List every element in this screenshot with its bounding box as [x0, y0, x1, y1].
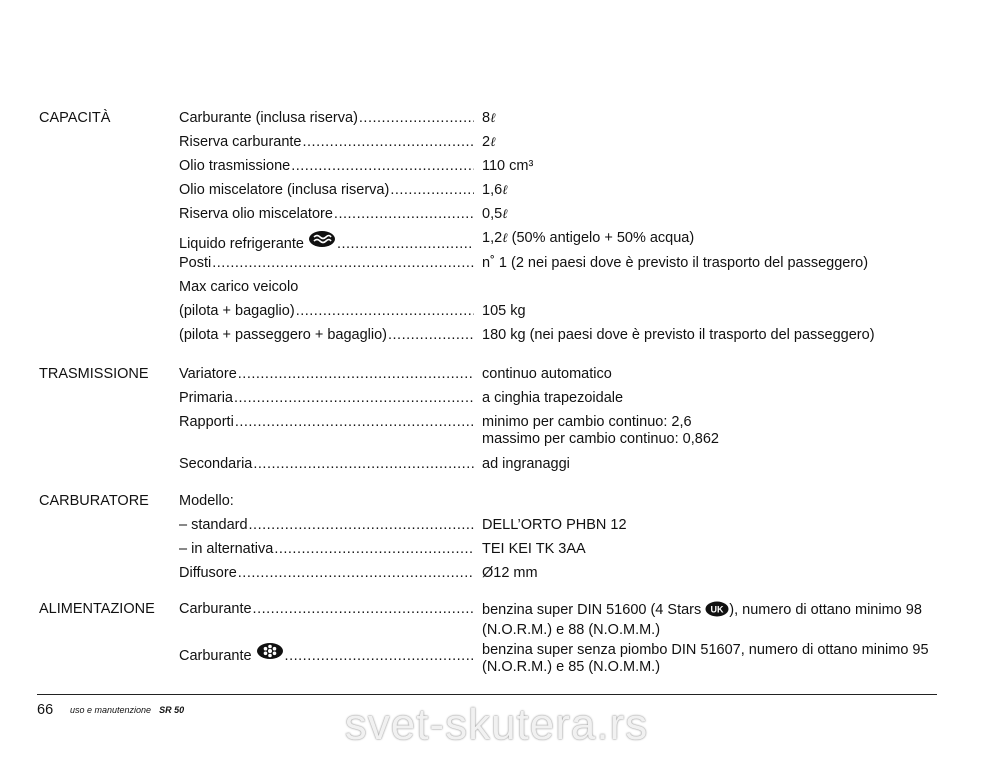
rapporti-max: massimo per cambio continuo: 0,862	[482, 431, 719, 447]
uk-badge-text: UK	[710, 604, 724, 615]
row-riserva-olio-value: 0,5ℓ	[482, 206, 508, 222]
row-secondaria-value: ad ingranaggi	[482, 456, 570, 472]
row-primaria-value: a cinghia trapezoidale	[482, 390, 624, 406]
row-alternativa-value: TEI KEI TK 3AA	[482, 541, 586, 557]
row-pilota-pass-label: (pilota + passeggero + bagaglio) .....	[179, 327, 474, 343]
row-secondaria-label: Secondaria .....	[179, 456, 474, 472]
row-rapporti-label: Rapporti .....	[179, 414, 474, 430]
row-standard-value: DELL’ORTO PHBN 12	[482, 517, 627, 533]
row-rapporti-value	[482, 414, 942, 448]
row-olio-misc-label: Olio miscelatore (inclusa riserva) .....	[179, 182, 474, 198]
row-modello-label: Modello:	[179, 493, 234, 509]
row-primaria-label: Primaria .....	[179, 390, 474, 406]
section-alimentazione: ALIMENTAZIONE	[39, 601, 155, 617]
section-carburatore: CARBURATORE	[39, 493, 149, 509]
row-diffusore-label: Diffusore .....	[179, 565, 474, 581]
row-carburante-value: 8ℓ	[482, 110, 496, 126]
row-pilota-bagaglio-label: (pilota + bagaglio) .....	[179, 303, 474, 319]
row-alim-carburante2-value: benzina super senza piombo DIN 51607, numero di ottano minimo 95 (N.O.R.M.) e 85 (N.O.M.M.)	[482, 642, 929, 675]
row-pilota-bagaglio-value: 105 kg	[482, 303, 526, 319]
row-posti-label: Posti .....	[179, 255, 474, 271]
row-olio-trasm-value: 110 cm³	[482, 158, 534, 174]
row-olio-trasm-label: Olio trasmissione .....	[179, 158, 474, 174]
coolant-icon	[308, 230, 336, 252]
section-capacita: CAPACITÀ	[39, 110, 111, 126]
section-trasmissione: TRASMISSIONE	[39, 366, 149, 382]
footer-model: SR 50	[159, 705, 185, 715]
row-variatore-value: continuo automatico	[482, 366, 612, 382]
row-liquido-label: Liquido refrigerante .....	[179, 230, 474, 252]
row-riserva-value: 2ℓ	[482, 134, 496, 150]
row-standard-label: – standard .....	[179, 517, 474, 533]
row-pilota-pass-value: 180 kg (nei paesi dove è previsto il trasporto del passeggero)	[482, 327, 875, 343]
row-olio-misc-value: 1,6ℓ	[482, 182, 508, 198]
watermark: svet-skutera.rs	[344, 700, 649, 749]
page-number: 66	[37, 702, 54, 718]
row-diffusore-value: Ø12 mm	[482, 565, 538, 581]
row-alim-carburante2-label: Carburante .....	[179, 642, 474, 664]
row-liquido-value: 1,2ℓ (50% antigelo + 50% acqua)	[482, 230, 695, 246]
row-alim-carburante-value: benzina super DIN 51600 (4 Stars UK ), numero di ottano minimo 98 (N.O.R.M.) e 88 (N.O.M.M.)	[482, 602, 922, 638]
row-max-carico-label: Max carico veicolo	[179, 279, 299, 295]
row-riserva-label: Riserva carburante .....	[179, 134, 474, 150]
row-posti-value: n˚ 1 (2 nei paesi dove è previsto il trasporto del passeggero)	[482, 255, 869, 271]
catalyst-icon	[256, 642, 284, 664]
row-riserva-olio-label: Riserva olio miscelatore .....	[179, 206, 474, 222]
rapporti-min: minimo per cambio continuo: 2,6	[482, 414, 692, 430]
row-carburante-label: Carburante (inclusa riserva) .....	[179, 110, 474, 126]
row-variatore-label: Variatore .....	[179, 366, 474, 382]
footer-doc-title: uso e manutenzione SR 50	[70, 705, 185, 715]
row-alim-carburante-label: Carburante .....	[179, 601, 474, 617]
uk-badge-icon	[705, 601, 729, 622]
footer-rule	[37, 694, 937, 695]
row-alternativa-label: – in alternativa .....	[179, 541, 474, 557]
